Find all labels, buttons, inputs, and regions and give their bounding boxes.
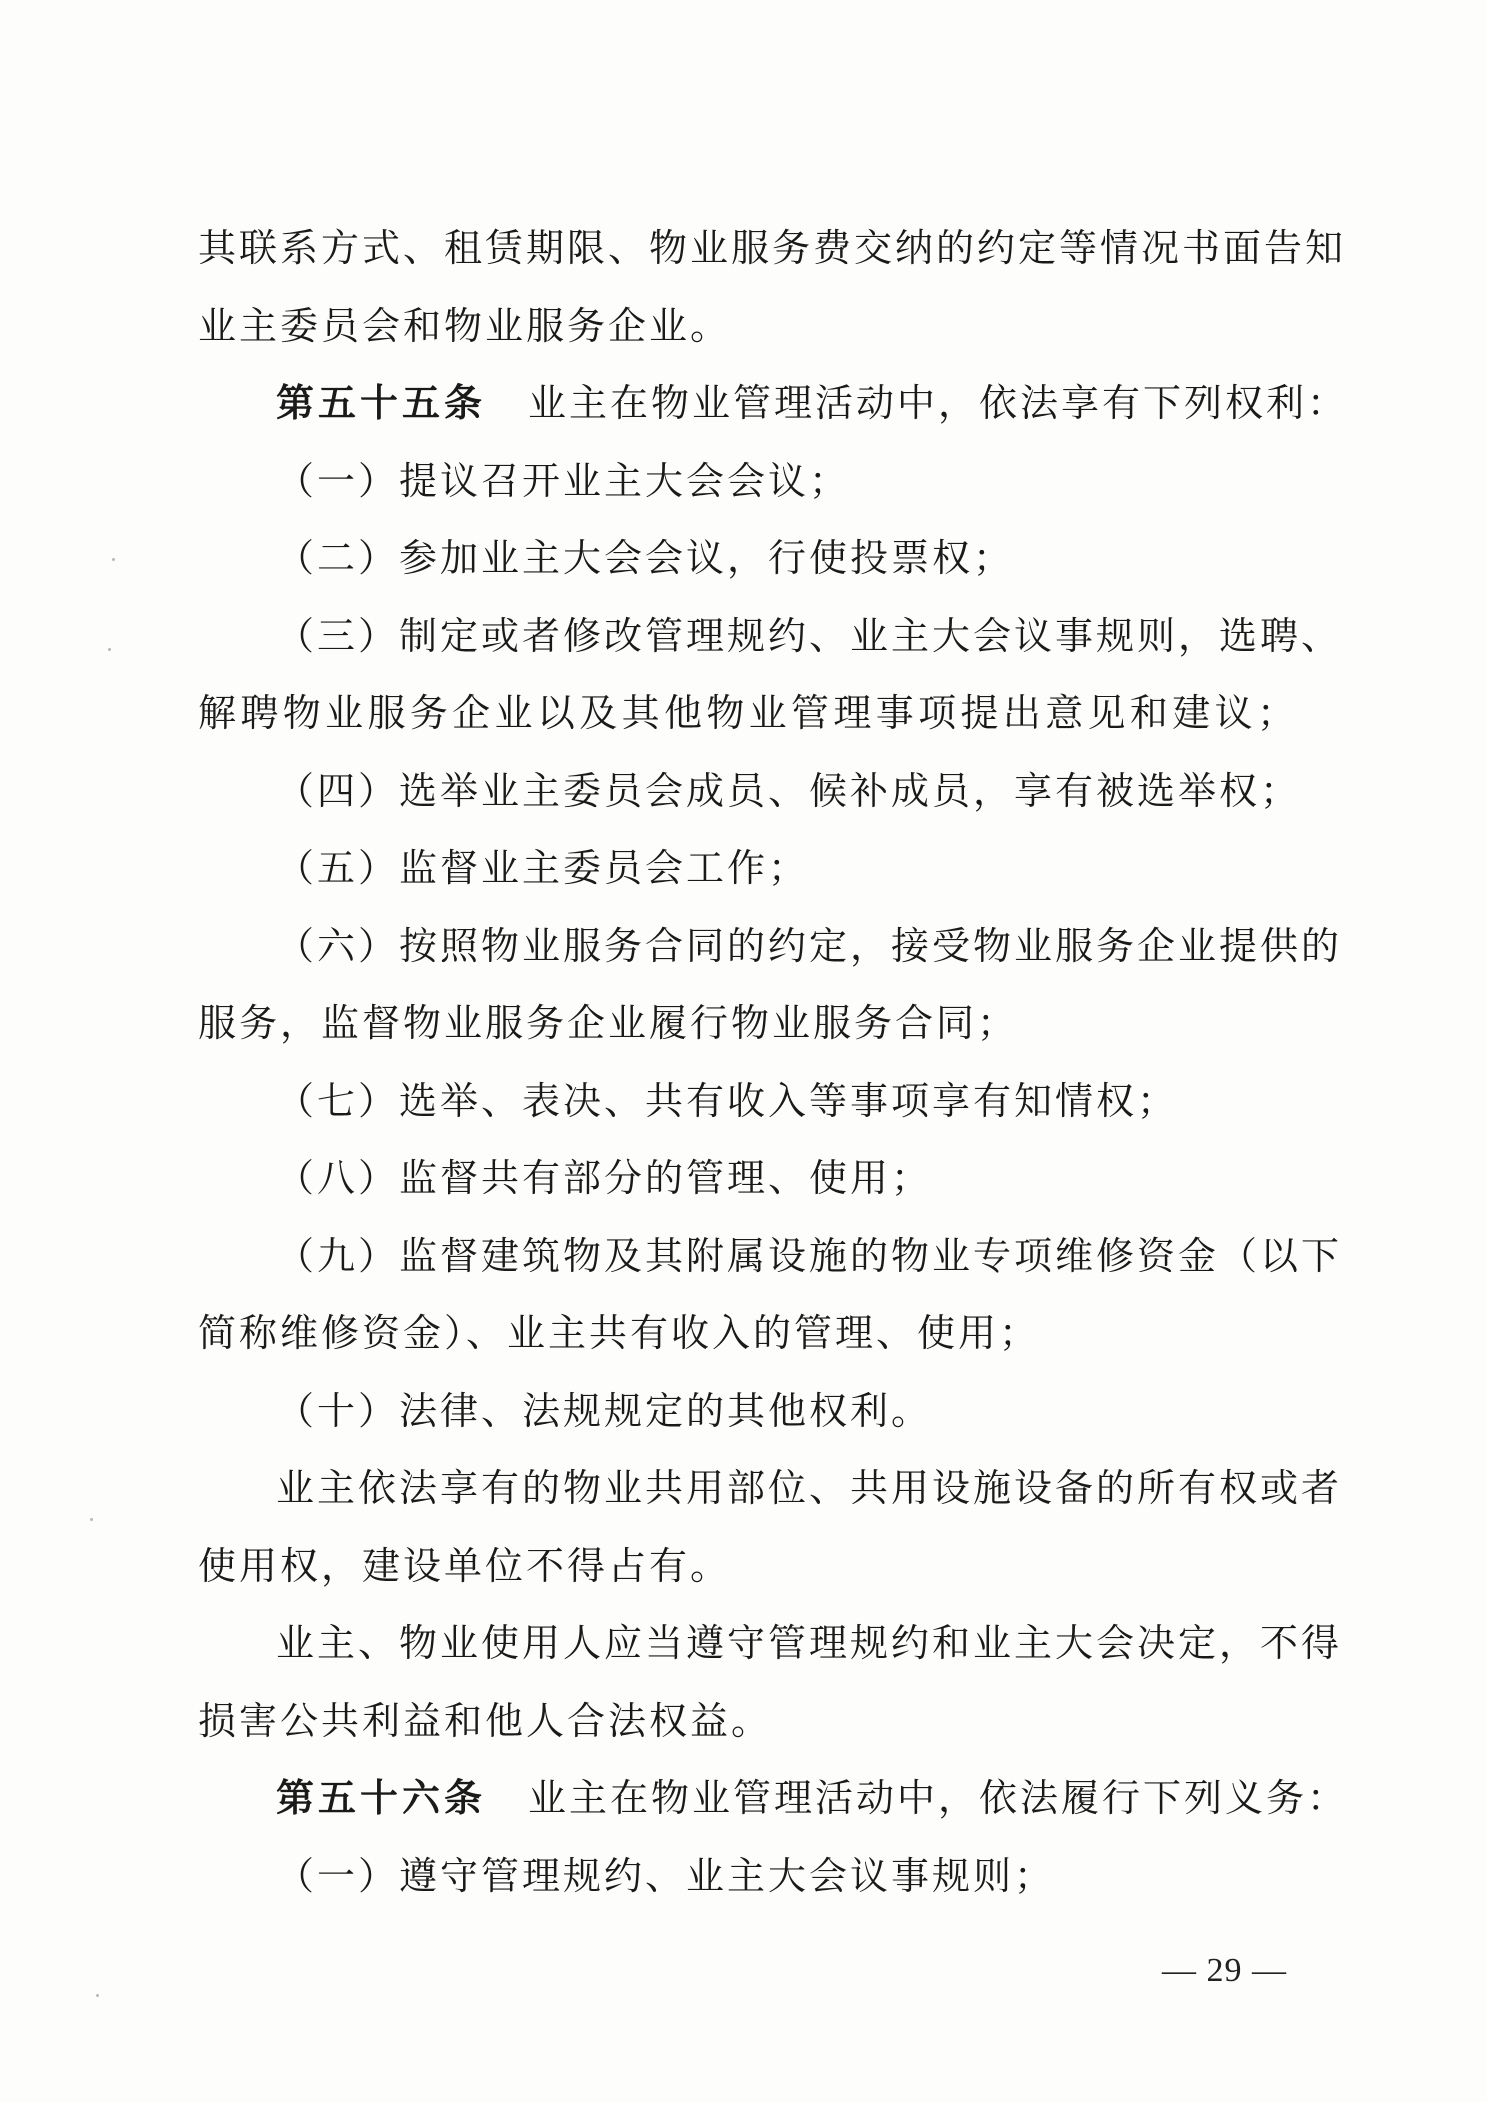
list-item: （四）选举业主委员会成员、候补成员，享有被选举权； — [276, 768, 1302, 813]
list-item: （一）提议召开业主大会会议； — [276, 458, 851, 503]
list-item-continuation: 服务，监督物业服务企业履行物业服务合同； — [198, 1001, 1019, 1045]
body-text — [198, 222, 1349, 1927]
list-item: （一）遵守管理规约、业主大会议事规则； — [276, 1853, 1056, 1898]
article-heading: 第五十五条 — [276, 380, 487, 425]
scan-speck — [112, 558, 115, 561]
paragraph-line: 损害公共利益和他人合法权益。 — [198, 1698, 773, 1743]
list-item: （二）参加业主大会会议，行使投票权； — [276, 536, 1015, 580]
article-56-line — [198, 1772, 1349, 1850]
list-item: （六）按照物业服务合同的约定，接受物业服务企业提供的 — [276, 923, 1343, 968]
article-55-line — [198, 377, 1349, 455]
scan-speck — [90, 1518, 93, 1521]
article-heading: 第五十六条 — [276, 1775, 487, 1820]
article-text: 业主在物业管理活动中，依法享有下列权利： — [528, 381, 1349, 425]
page-number: — 29 — — [1162, 1952, 1287, 1989]
paragraph-line: 业主依法享有的物业共用部位、共用设施设备的所有权或者 — [276, 1466, 1343, 1510]
list-item: （九）监督建筑物及其附属设施的物业专项维修资金（以下 — [276, 1233, 1343, 1278]
paragraph-line: 业主、物业使用人应当遵守管理规约和业主大会决定，不得 — [276, 1621, 1343, 1665]
list-item-continuation: 简称维修资金）、业主共有收入的管理、使用； — [198, 1311, 1041, 1355]
list-item-continuation: 解聘物业服务企业以及其他物业管理事项提出意见和建议； — [198, 691, 1298, 735]
list-item: （七）选举、表决、共有收入等事项享有知情权； — [276, 1078, 1179, 1123]
list-item: （五）监督业主委员会工作； — [276, 846, 810, 890]
scan-speck — [96, 1994, 99, 1997]
paragraph-line: 使用权，建设单位不得占有。 — [198, 1543, 732, 1588]
list-item: （三）制定或者修改管理规约、业主大会议事规则，选聘、 — [276, 613, 1343, 658]
article-text: 业主在物业管理活动中，依法履行下列义务： — [528, 1776, 1349, 1820]
scan-speck — [108, 648, 111, 651]
list-item: （八）监督共有部分的管理、使用； — [276, 1156, 933, 1200]
list-item: （十）法律、法规规定的其他权利。 — [276, 1388, 933, 1433]
paragraph-line: 业主委员会和物业服务企业。 — [198, 303, 732, 348]
paragraph-line: 其联系方式、租赁期限、物业服务费交纳的约定等情况书面告知 — [198, 226, 1347, 270]
